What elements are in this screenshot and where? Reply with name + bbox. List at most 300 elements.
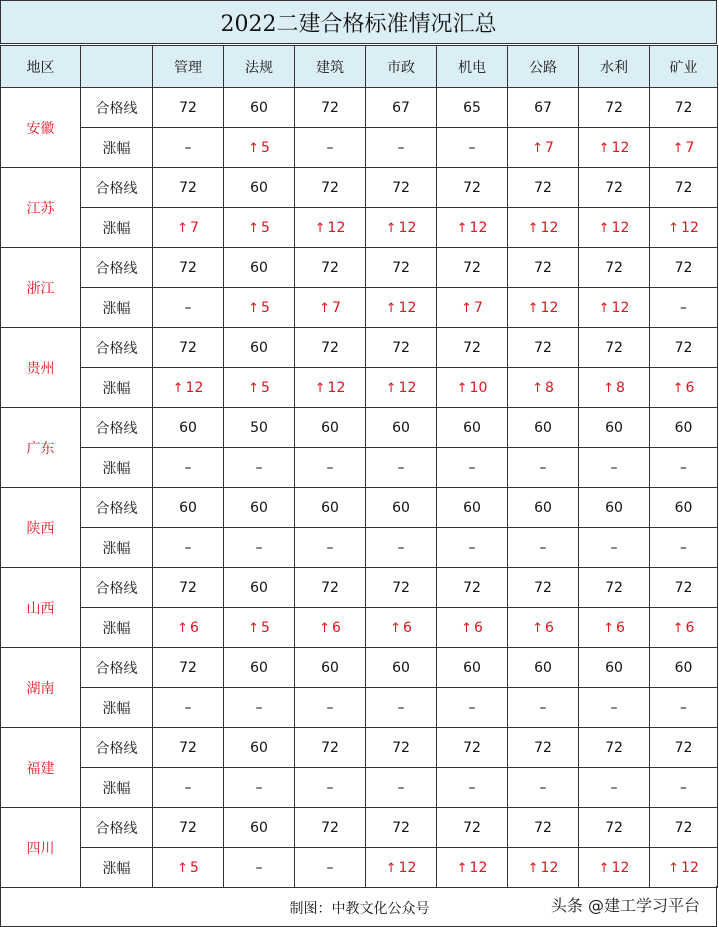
rise-label: 涨幅 (81, 528, 153, 568)
no-change-dash: – (610, 699, 618, 716)
table-row (1, 528, 718, 568)
region-name: 陕西 (1, 488, 81, 568)
pass-score-cell: 72 (579, 808, 650, 848)
up-arrow-icon: ↑ (248, 380, 259, 396)
rise-number: 12 (327, 219, 346, 236)
pass-standard-table (0, 45, 718, 888)
pass-score-cell: 60 (224, 488, 295, 528)
no-change-dash: – (397, 139, 405, 156)
subject-header: 市政 (366, 46, 437, 88)
rise-cell (366, 528, 437, 568)
rise-number: 5 (260, 299, 270, 316)
table-row (1, 168, 718, 208)
no-change-dash: – (539, 699, 547, 716)
pass-score-cell: 60 (295, 408, 366, 448)
rise-cell (153, 848, 224, 888)
rise-cell (437, 368, 508, 408)
rise-cell (437, 208, 508, 248)
pass-score-cell: 72 (508, 808, 579, 848)
rise-cell (366, 288, 437, 328)
no-change-dash: – (255, 859, 263, 876)
table-row (1, 328, 718, 368)
rise-label: 涨幅 (81, 448, 153, 488)
no-change-dash: – (184, 699, 192, 716)
up-arrow-icon: ↑ (248, 140, 259, 156)
rise-value (315, 220, 346, 236)
rise-cell (153, 208, 224, 248)
rise-cell (508, 688, 579, 728)
rise-value (528, 300, 559, 316)
pass-score-cell: 60 (153, 488, 224, 528)
no-change-dash: – (397, 539, 405, 556)
rise-cell (579, 208, 650, 248)
rise-cell (153, 448, 224, 488)
pass-score-cell: 72 (366, 728, 437, 768)
pass-score-cell: 60 (579, 488, 650, 528)
no-change-dash: – (539, 779, 547, 796)
up-arrow-icon: ↑ (390, 620, 401, 636)
up-arrow-icon: ↑ (456, 220, 468, 236)
rise-value (599, 220, 630, 236)
rise-cell (295, 448, 366, 488)
rise-number: 7 (331, 299, 341, 316)
rise-value (315, 380, 346, 396)
pass-score-cell: 60 (650, 408, 718, 448)
pass-score-cell: 60 (366, 648, 437, 688)
pass-score-cell: 72 (508, 248, 579, 288)
rise-number: 12 (540, 299, 559, 316)
rise-cell (650, 208, 718, 248)
rise-value (386, 220, 417, 236)
no-change-dash: – (468, 459, 476, 476)
rise-cell (366, 688, 437, 728)
rise-value (457, 220, 488, 236)
up-arrow-icon: ↑ (603, 620, 614, 636)
rise-cell (437, 288, 508, 328)
pass-score-cell: 60 (366, 408, 437, 448)
rise-number: 7 (685, 139, 695, 156)
no-change-dash: – (539, 539, 547, 556)
pass-score-cell: 60 (579, 408, 650, 448)
up-arrow-icon: ↑ (385, 860, 397, 876)
rise-cell (295, 208, 366, 248)
up-arrow-icon: ↑ (385, 220, 397, 236)
rise-cell (579, 368, 650, 408)
subject-header: 矿业 (650, 46, 718, 88)
pass-score-cell: 72 (437, 568, 508, 608)
pass-score-cell: 72 (295, 728, 366, 768)
rise-cell (437, 688, 508, 728)
rise-cell (437, 608, 508, 648)
rise-value (319, 300, 341, 316)
pass-score-cell: 72 (153, 568, 224, 608)
rise-number: 5 (189, 859, 199, 876)
pass-line-label: 合格线 (81, 328, 153, 368)
table-body (1, 88, 718, 888)
rise-label: 涨幅 (81, 608, 153, 648)
rise-number: 12 (398, 299, 417, 316)
rise-cell (295, 848, 366, 888)
up-arrow-icon: ↑ (668, 220, 680, 236)
pass-score-cell: 60 (650, 648, 718, 688)
rise-value (177, 860, 199, 876)
region-header: 地区 (1, 46, 81, 88)
rise-value (528, 860, 559, 876)
pass-score-cell: 60 (224, 88, 295, 128)
up-arrow-icon: ↑ (603, 380, 614, 396)
table-row (1, 248, 718, 288)
pass-score-cell: 60 (224, 568, 295, 608)
up-arrow-icon: ↑ (598, 140, 610, 156)
no-change-dash: – (680, 779, 687, 796)
rise-label: 涨幅 (81, 368, 153, 408)
rowlabel-header (81, 46, 153, 88)
rise-value (599, 300, 630, 316)
rise-label: 涨幅 (81, 208, 153, 248)
rise-cell (508, 448, 579, 488)
up-arrow-icon: ↑ (532, 380, 543, 396)
up-arrow-icon: ↑ (461, 300, 472, 316)
pass-score-cell: 72 (153, 168, 224, 208)
pass-score-cell: 60 (224, 808, 295, 848)
up-arrow-icon: ↑ (598, 220, 610, 236)
rise-cell (650, 608, 718, 648)
rise-cell (508, 768, 579, 808)
chart-credit: 制图：中教文化公众号 (289, 901, 430, 917)
rise-cell (437, 768, 508, 808)
rise-number: 12 (611, 219, 630, 236)
up-arrow-icon: ↑ (456, 860, 468, 876)
table-row (1, 88, 718, 128)
pass-score-cell: 60 (437, 408, 508, 448)
up-arrow-icon: ↑ (177, 620, 188, 636)
rise-cell (508, 848, 579, 888)
rise-cell (366, 848, 437, 888)
up-arrow-icon: ↑ (248, 220, 259, 236)
rise-cell (650, 528, 718, 568)
pass-score-cell: 72 (508, 328, 579, 368)
rise-cell (579, 288, 650, 328)
rise-value (532, 140, 554, 156)
up-arrow-icon: ↑ (461, 620, 472, 636)
rise-value (390, 620, 412, 636)
table-row (1, 288, 718, 328)
table-row (1, 688, 718, 728)
no-change-dash: – (326, 859, 334, 876)
rise-cell (153, 528, 224, 568)
rise-cell (437, 528, 508, 568)
rise-number: 12 (398, 219, 417, 236)
table-row (1, 568, 718, 608)
subject-header: 机电 (437, 46, 508, 88)
pass-score-cell: 60 (650, 488, 718, 528)
pass-line-label: 合格线 (81, 568, 153, 608)
up-arrow-icon: ↑ (456, 380, 468, 396)
pass-score-cell: 72 (153, 328, 224, 368)
pass-score-cell: 72 (650, 88, 718, 128)
rise-number: 5 (260, 219, 270, 236)
pass-score-cell: 72 (295, 328, 366, 368)
region-name: 福建 (1, 728, 81, 808)
pass-score-cell: 72 (579, 728, 650, 768)
rise-cell (153, 288, 224, 328)
rise-value (673, 380, 695, 396)
table-row (1, 648, 718, 688)
no-change-dash: – (326, 779, 334, 796)
rise-number: 7 (544, 139, 554, 156)
no-change-dash: – (680, 299, 687, 316)
rise-number: 6 (615, 619, 625, 636)
table-row (1, 808, 718, 848)
pass-score-cell: 72 (437, 808, 508, 848)
no-change-dash: – (255, 459, 263, 476)
pass-line-label: 合格线 (81, 648, 153, 688)
rise-cell (579, 448, 650, 488)
pass-score-cell: 72 (295, 248, 366, 288)
rise-value (673, 620, 695, 636)
up-arrow-icon: ↑ (527, 220, 539, 236)
rise-cell (650, 288, 718, 328)
rise-value (386, 860, 417, 876)
pass-score-cell: 60 (224, 248, 295, 288)
rise-number: 12 (681, 859, 699, 876)
rise-value (248, 300, 270, 316)
rise-number: 8 (544, 379, 554, 396)
no-change-dash: – (326, 539, 334, 556)
rise-number: 12 (540, 219, 559, 236)
rise-value (248, 620, 270, 636)
pass-score-cell: 72 (437, 728, 508, 768)
rise-value (603, 380, 625, 396)
region-name: 贵州 (1, 328, 81, 408)
rise-cell (295, 368, 366, 408)
rise-value (532, 380, 554, 396)
rise-number: 12 (611, 859, 630, 876)
region-name: 山西 (1, 568, 81, 648)
region-name: 浙江 (1, 248, 81, 328)
no-change-dash: – (468, 779, 476, 796)
rise-cell (650, 368, 718, 408)
pass-score-cell: 72 (579, 328, 650, 368)
rise-cell (650, 688, 718, 728)
pass-line-label: 合格线 (81, 88, 153, 128)
no-change-dash: – (610, 779, 618, 796)
region-name: 四川 (1, 808, 81, 888)
watermark: 头条 @建工学习平台 (550, 896, 700, 915)
header-row (1, 46, 718, 88)
rise-cell (366, 608, 437, 648)
pass-score-cell: 72 (366, 808, 437, 848)
pass-line-label: 合格线 (81, 168, 153, 208)
no-change-dash: – (610, 539, 618, 556)
rise-cell (224, 288, 295, 328)
pass-score-cell: 72 (508, 568, 579, 608)
pass-score-cell: 72 (295, 88, 366, 128)
rise-cell (224, 208, 295, 248)
no-change-dash: – (468, 539, 476, 556)
pass-score-cell: 72 (153, 728, 224, 768)
no-change-dash: – (539, 459, 547, 476)
pass-score-cell: 72 (153, 808, 224, 848)
no-change-dash: – (255, 699, 263, 716)
pass-line-label: 合格线 (81, 248, 153, 288)
subject-header: 建筑 (295, 46, 366, 88)
up-arrow-icon: ↑ (668, 860, 680, 876)
table-row (1, 368, 718, 408)
up-arrow-icon: ↑ (314, 380, 326, 396)
rise-cell (650, 768, 718, 808)
rise-label: 涨幅 (81, 128, 153, 168)
table-row (1, 768, 718, 808)
rise-value (457, 860, 488, 876)
rise-cell (295, 528, 366, 568)
no-change-dash: – (397, 779, 405, 796)
pass-score-cell: 60 (437, 488, 508, 528)
rise-label: 涨幅 (81, 688, 153, 728)
pass-score-cell: 72 (650, 728, 718, 768)
pass-score-cell: 72 (650, 568, 718, 608)
rise-cell (508, 608, 579, 648)
pass-score-cell: 72 (153, 248, 224, 288)
table-row (1, 488, 718, 528)
no-change-dash: – (184, 459, 192, 476)
no-change-dash: – (184, 299, 192, 316)
no-change-dash: – (397, 699, 405, 716)
up-arrow-icon: ↑ (177, 860, 188, 876)
pass-score-cell: 72 (153, 88, 224, 128)
no-change-dash: – (184, 539, 192, 556)
rise-number: 6 (473, 619, 483, 636)
table-row (1, 728, 718, 768)
pass-score-cell: 72 (579, 168, 650, 208)
pass-score-cell: 67 (366, 88, 437, 128)
rise-cell (224, 528, 295, 568)
pass-score-cell: 72 (508, 728, 579, 768)
rise-number: 7 (189, 219, 199, 236)
rise-number: 6 (544, 619, 554, 636)
pass-score-cell: 60 (508, 648, 579, 688)
pass-score-cell: 72 (366, 168, 437, 208)
rise-number: 8 (615, 379, 625, 396)
rise-cell (650, 128, 718, 168)
table-row (1, 408, 718, 448)
rise-number: 5 (260, 139, 270, 156)
rise-number: 12 (469, 859, 488, 876)
no-change-dash: – (326, 699, 334, 716)
pass-score-cell: 72 (650, 168, 718, 208)
rise-value (248, 380, 270, 396)
rise-number: 5 (260, 379, 270, 396)
rise-number: 6 (402, 619, 412, 636)
pass-score-cell: 72 (437, 248, 508, 288)
rise-cell (508, 288, 579, 328)
rise-value (673, 140, 695, 156)
subject-header: 法规 (224, 46, 295, 88)
rise-cell (224, 128, 295, 168)
no-change-dash: – (680, 699, 687, 716)
rise-cell (366, 128, 437, 168)
rise-number: 6 (189, 619, 199, 636)
no-change-dash: – (184, 139, 192, 156)
rise-value (528, 220, 559, 236)
up-arrow-icon: ↑ (385, 380, 397, 396)
rise-cell (579, 848, 650, 888)
pass-score-cell: 60 (508, 488, 579, 528)
rise-value (461, 620, 483, 636)
rise-value (599, 140, 630, 156)
region-name: 广东 (1, 408, 81, 488)
up-arrow-icon: ↑ (177, 220, 188, 236)
pass-score-cell: 72 (579, 88, 650, 128)
pass-score-cell: 72 (650, 328, 718, 368)
rise-label: 涨幅 (81, 288, 153, 328)
pass-score-cell: 65 (437, 88, 508, 128)
up-arrow-icon: ↑ (172, 380, 184, 396)
rise-cell (153, 128, 224, 168)
rise-label: 涨幅 (81, 848, 153, 888)
rise-cell (366, 368, 437, 408)
rise-value (603, 620, 625, 636)
no-change-dash: – (468, 699, 476, 716)
rise-cell (366, 768, 437, 808)
rise-cell (224, 688, 295, 728)
pass-score-cell: 72 (153, 648, 224, 688)
no-change-dash: – (468, 139, 476, 156)
up-arrow-icon: ↑ (319, 620, 330, 636)
pass-score-cell: 60 (224, 648, 295, 688)
rise-value (461, 300, 483, 316)
rise-cell (224, 368, 295, 408)
pass-line-label: 合格线 (81, 488, 153, 528)
rise-cell (295, 768, 366, 808)
table-row (1, 128, 718, 168)
no-change-dash: – (326, 459, 334, 476)
rise-number: 7 (473, 299, 483, 316)
pass-line-label: 合格线 (81, 728, 153, 768)
rise-value (173, 380, 204, 396)
pass-score-cell: 72 (437, 328, 508, 368)
rise-value (386, 300, 417, 316)
rise-value (248, 140, 270, 156)
rise-cell (508, 128, 579, 168)
pass-score-cell: 72 (366, 568, 437, 608)
pass-score-cell: 60 (153, 408, 224, 448)
pass-score-cell: 72 (579, 248, 650, 288)
rise-cell (153, 608, 224, 648)
rise-value (386, 380, 417, 396)
up-arrow-icon: ↑ (598, 860, 610, 876)
pass-score-cell: 72 (366, 248, 437, 288)
up-arrow-icon: ↑ (532, 140, 543, 156)
pass-line-label: 合格线 (81, 808, 153, 848)
rise-number: 10 (469, 379, 488, 396)
up-arrow-icon: ↑ (598, 300, 610, 316)
rise-value (248, 220, 270, 236)
rise-cell (224, 848, 295, 888)
subject-header: 管理 (153, 46, 224, 88)
pass-score-cell: 67 (508, 88, 579, 128)
table-row (1, 448, 718, 488)
rise-cell (153, 688, 224, 728)
rise-cell (153, 368, 224, 408)
region-name: 安徽 (1, 88, 81, 168)
subject-header: 公路 (508, 46, 579, 88)
table-row (1, 608, 718, 648)
pass-score-cell: 60 (224, 328, 295, 368)
rise-number: 12 (540, 859, 559, 876)
no-change-dash: – (255, 539, 263, 556)
rise-label: 涨幅 (81, 768, 153, 808)
